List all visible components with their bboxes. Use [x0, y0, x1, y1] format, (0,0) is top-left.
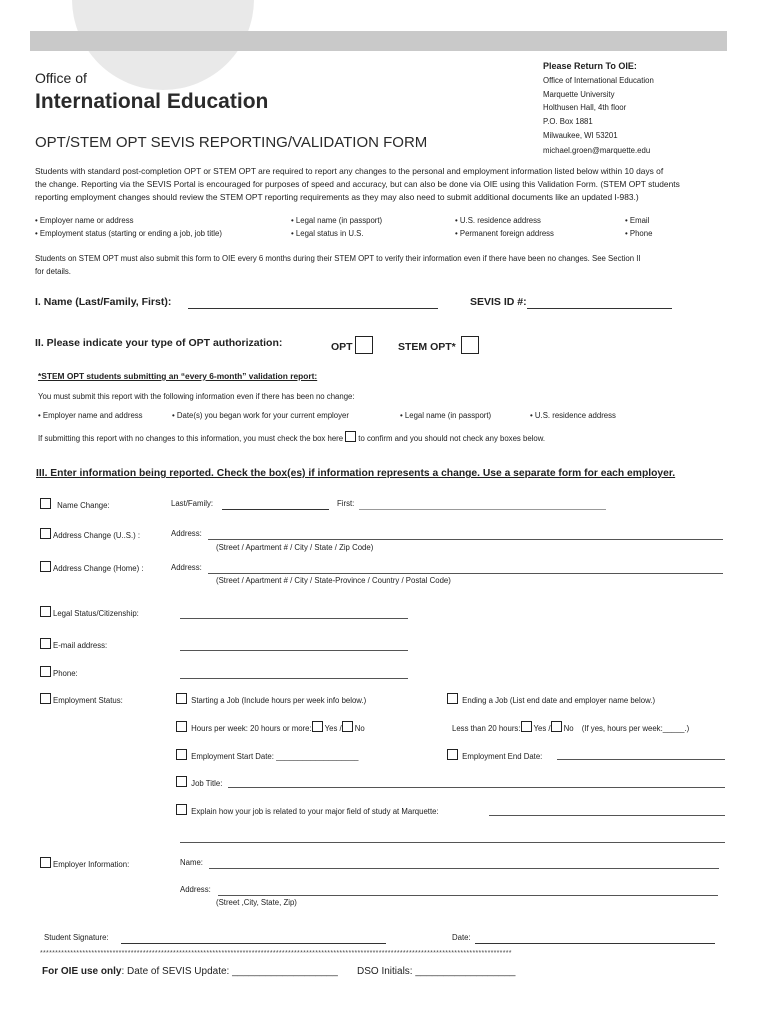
phone-label: Phone:	[53, 669, 78, 678]
form-title: OPT/STEM OPT SEVIS REPORTING/VALIDATION FORM	[35, 134, 428, 151]
less-20-label: Less than 20 hours:	[452, 724, 521, 733]
header-bar	[30, 31, 727, 51]
legal-status-field[interactable]	[180, 608, 408, 619]
explain-checkbox[interactable]	[176, 804, 187, 815]
validation-item: • Employer name and address	[38, 411, 143, 420]
phone-checkbox[interactable]	[40, 666, 51, 677]
email-row	[40, 638, 107, 650]
validation-heading: *STEM OPT students submitting an “every 6-month” validation report:	[38, 371, 318, 381]
explain-field[interactable]	[489, 805, 725, 816]
employment-status-label: Employment Status:	[53, 696, 123, 705]
stem-opt-checkbox[interactable]	[461, 336, 479, 354]
bullet-item: • Employer name or address	[35, 216, 134, 225]
bullet-item: • Legal status in U.S.	[291, 229, 364, 238]
intro-text: reporting employment changes should review the STEM OPT reporting requirements as they may also need to submit additional documents like an updated I-983.)	[35, 192, 639, 202]
opt-label: OPT	[331, 341, 353, 353]
name-field[interactable]	[188, 298, 438, 309]
employer-info-checkbox[interactable]	[40, 857, 51, 868]
section2-label: II. Please indicate your type of OPT authorization:	[35, 337, 283, 349]
end-date-option	[447, 749, 542, 761]
starting-job-label: Starting a Job (Include hours per week info below.)	[191, 696, 367, 705]
sevis-id-field[interactable]	[527, 298, 672, 309]
address-home-row	[40, 561, 144, 573]
address-us-hint: (Street / Apartment # / City / State / Zip Code)	[216, 543, 374, 552]
first-label: First:	[337, 499, 355, 508]
employer-info-row	[40, 857, 129, 869]
section3-heading: III. Enter information being reported. Check the box(es) if information represents a change. Use a separate form for each employer.	[36, 468, 676, 479]
end-date-label: Employment End Date:	[462, 752, 543, 761]
validation-item: • Date(s) you began work for your current employer	[172, 411, 349, 420]
hours-20-yes-checkbox[interactable]	[312, 721, 323, 732]
student-signature-label: Student Signature:	[44, 933, 109, 942]
legal-status-checkbox[interactable]	[40, 606, 51, 617]
signature-date-label: Date:	[452, 933, 471, 942]
return-line: Holthusen Hall, 4th floor	[543, 103, 627, 112]
name-change-label: Name Change:	[57, 501, 110, 510]
explain-option	[176, 804, 439, 816]
bullet-item: • Permanent foreign address	[455, 229, 554, 238]
less-20-option	[452, 721, 689, 733]
last-family-label: Last/Family:	[171, 499, 214, 508]
section1-name-label: I. Name (Last/Family, First):	[35, 296, 172, 308]
job-title-label: Job Title:	[191, 779, 223, 788]
address-label: Address:	[171, 563, 202, 572]
validation-item: • Legal name (in passport)	[400, 411, 492, 420]
no-label: No	[563, 724, 574, 733]
address-us-label: Address Change (U..S.) :	[53, 531, 141, 540]
address-us-field[interactable]	[208, 529, 723, 540]
email-checkbox[interactable]	[40, 638, 51, 649]
no-change-confirm	[38, 431, 545, 443]
bullet-item: • U.S. residence address	[455, 216, 541, 225]
confirm-text: If submitting this report with no changes to this information, you must check the box here	[38, 434, 344, 443]
bullet-item: • Employment status (starting or ending a job, job title)	[35, 229, 222, 238]
start-date-checkbox[interactable]	[176, 749, 187, 760]
dso-initials: DSO Initials: __________________	[357, 966, 516, 977]
stem-note: Students on STEM OPT must also submit this form to OIE every 6 months during their STEM OPT to verify their information even if there have been no changes. See Section II	[35, 254, 641, 263]
less-20-no-checkbox[interactable]	[551, 721, 562, 732]
yes-label: Yes /	[533, 724, 551, 733]
bullet-item: • Email	[625, 216, 650, 225]
no-change-checkbox[interactable]	[345, 431, 356, 442]
phone-row	[40, 666, 78, 678]
address-home-checkbox[interactable]	[40, 561, 51, 572]
return-line: P.O. Box 1881	[543, 117, 593, 126]
employer-name-label: Name:	[180, 858, 203, 867]
return-line: Office of International Education	[543, 76, 654, 85]
address-label: Address:	[171, 529, 202, 538]
explain-field-line2[interactable]	[180, 832, 725, 843]
stem-opt-label: STEM OPT*	[398, 341, 456, 353]
hours-20-no-checkbox[interactable]	[342, 721, 353, 732]
first-name-field[interactable]	[359, 499, 606, 510]
employer-address-hint: (Street ,City, State, Zip)	[216, 898, 297, 907]
starting-job-checkbox[interactable]	[176, 693, 187, 704]
intro-text: the change. Reporting via the SEVIS Portal is encouraged for purposes of speed and accuracy, but can also be done via OIE using this Validation Form. (STEM OPT students	[35, 179, 680, 189]
address-home-hint: (Street / Apartment # / City / State-Province / Country / Postal Code)	[216, 576, 451, 585]
hours-20-option	[176, 721, 365, 733]
return-line: Marquette University	[543, 90, 615, 99]
bullet-item: • Phone	[625, 229, 653, 238]
opt-checkbox[interactable]	[355, 336, 373, 354]
confirm-text-after: to confirm and you should not check any boxes below.	[358, 434, 546, 443]
office-of-label: Office of	[35, 70, 87, 86]
job-title-option	[176, 776, 222, 788]
employer-address-field[interactable]	[218, 885, 718, 896]
less-20-yes-checkbox[interactable]	[521, 721, 532, 732]
hours-20-checkbox[interactable]	[176, 721, 187, 732]
return-heading: Please Return To OIE:	[543, 61, 637, 71]
bullet-item: • Legal name (in passport)	[291, 216, 383, 225]
hours-per-week-note: (If yes, hours per week:_____.)	[581, 724, 690, 733]
separator-stars: ************************************************************************************************************************************************************	[40, 950, 512, 957]
signature-date-field[interactable]	[475, 933, 715, 944]
ending-job-option	[447, 693, 655, 705]
address-home-field[interactable]	[208, 563, 723, 574]
no-label: No	[354, 724, 365, 733]
hours-20-label: Hours per week: 20 hours or more:	[191, 724, 312, 733]
employment-status-checkbox[interactable]	[40, 693, 51, 704]
job-title-checkbox[interactable]	[176, 776, 187, 787]
phone-field[interactable]	[180, 668, 408, 679]
address-home-label: Address Change (Home) :	[53, 564, 144, 573]
stem-note: for details.	[35, 267, 71, 276]
ending-job-label: Ending a Job (List end date and employer name below.)	[462, 696, 656, 705]
last-name-field[interactable]	[222, 499, 329, 510]
starting-job-option	[176, 693, 366, 705]
validation-item: • U.S. residence address	[530, 411, 616, 420]
stem-opt-option	[398, 336, 479, 354]
oie-use-row	[42, 966, 338, 977]
student-signature-field[interactable]	[121, 933, 386, 944]
legal-status-label: Legal Status/Citizenship:	[53, 609, 139, 618]
sevis-update-date: : Date of SEVIS Update: ___________________	[121, 966, 338, 977]
address-us-checkbox[interactable]	[40, 528, 51, 539]
yes-label: Yes /	[324, 724, 342, 733]
explain-label: Explain how your job is related to your major field of study at Marquette:	[191, 807, 439, 816]
start-date-option	[176, 749, 359, 761]
page-title: International Education	[35, 90, 269, 113]
legal-status-row	[40, 606, 139, 618]
ending-job-checkbox[interactable]	[447, 693, 458, 704]
validation-intro: You must submit this report with the following information even if there has been no change:	[38, 392, 355, 401]
job-title-field[interactable]	[228, 777, 725, 788]
intro-text: Students with standard post-completion OPT or STEM OPT are required to report any changes to the personal and employment information listed below within 10 days of	[35, 166, 664, 176]
start-date-label: Employment Start Date: ___________________	[191, 752, 359, 761]
end-date-field[interactable]	[557, 749, 725, 760]
employer-info-label: Employer Information:	[53, 860, 130, 869]
email-field[interactable]	[180, 640, 408, 651]
opt-option	[331, 336, 373, 354]
employer-name-field[interactable]	[209, 858, 719, 869]
oie-use-label: For OIE use only	[42, 966, 122, 977]
email-label: E-mail address:	[53, 641, 108, 650]
employer-address-label: Address:	[180, 885, 211, 894]
name-change-row	[40, 498, 110, 510]
employment-status-row	[40, 693, 123, 705]
address-us-row	[40, 528, 140, 540]
name-change-checkbox[interactable]	[40, 498, 51, 509]
sevis-label: SEVIS ID #:	[470, 296, 527, 308]
end-date-checkbox[interactable]	[447, 749, 458, 760]
return-line: Milwaukee, WI 53201	[543, 131, 618, 140]
return-email: michael.groen@marquette.edu	[543, 146, 651, 155]
